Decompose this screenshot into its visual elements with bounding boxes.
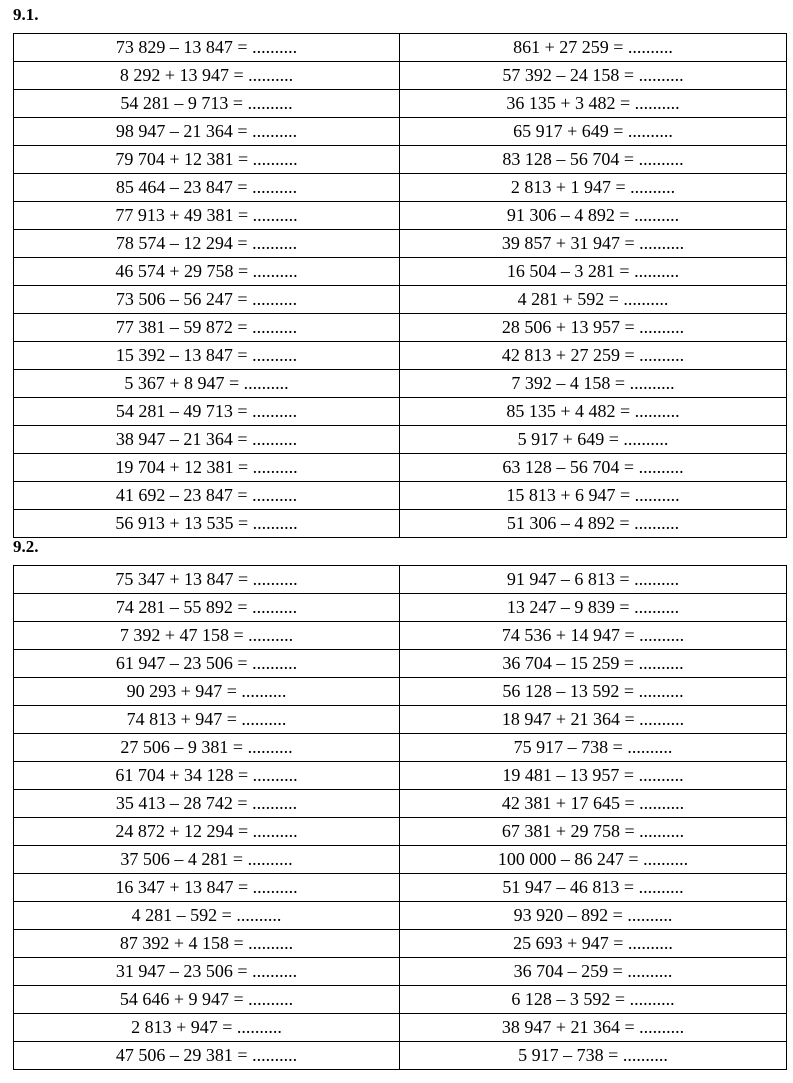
exercise-cell: 36 704 – 259 = .......... [400, 958, 787, 986]
exercise-cell: 91 947 – 6 813 = .......... [400, 566, 787, 594]
exercise-cell: 8 292 + 13 947 = .......... [14, 62, 400, 90]
table-row [14, 454, 787, 482]
table-row [14, 902, 787, 930]
table-row [14, 34, 787, 62]
exercise-cell: 63 128 – 56 704 = .......... [400, 454, 787, 482]
exercise-cell: 74 813 + 947 = .......... [14, 706, 400, 734]
exercise-cell: 42 381 + 17 645 = .......... [400, 790, 787, 818]
exercise-cell: 15 392 – 13 847 = .......... [14, 342, 400, 370]
exercise-cell: 5 367 + 8 947 = .......... [14, 370, 400, 398]
exercise-cell: 77 913 + 49 381 = .......... [14, 202, 400, 230]
exercise-cell: 100 000 – 86 247 = .......... [400, 846, 787, 874]
exercise-cell: 77 381 – 59 872 = .......... [14, 314, 400, 342]
table-row [14, 706, 787, 734]
exercise-cell: 7 392 – 4 158 = .......... [400, 370, 787, 398]
table-row [14, 790, 787, 818]
exercise-cell: 2 813 + 1 947 = .......... [400, 174, 787, 202]
exercise-cell: 74 536 + 14 947 = .......... [400, 622, 787, 650]
table-row [14, 734, 787, 762]
exercise-cell: 93 920 – 892 = .......... [400, 902, 787, 930]
table-row [14, 146, 787, 174]
table-row [14, 286, 787, 314]
table-row [14, 482, 787, 510]
exercise-cell: 25 693 + 947 = .......... [400, 930, 787, 958]
section-title-9-1: 9.1. [13, 5, 39, 24]
exercise-cell: 85 464 – 23 847 = .......... [14, 174, 400, 202]
table-row [14, 1042, 787, 1070]
exercise-cell: 51 947 – 46 813 = .......... [400, 874, 787, 902]
table-row [14, 258, 787, 286]
exercise-cell: 27 506 – 9 381 = .......... [14, 734, 400, 762]
exercise-table-9-2 [13, 565, 787, 1070]
exercise-cell: 4 281 – 592 = .......... [14, 902, 400, 930]
table-row [14, 874, 787, 902]
table-row [14, 314, 787, 342]
exercise-cell: 39 857 + 31 947 = .......... [400, 230, 787, 258]
exercise-cell: 31 947 – 23 506 = .......... [14, 958, 400, 986]
table-row [14, 90, 787, 118]
exercise-cell: 5 917 – 738 = .......... [400, 1042, 787, 1070]
table-row [14, 62, 787, 90]
exercise-cell: 24 872 + 12 294 = .......... [14, 818, 400, 846]
exercise-cell: 73 506 – 56 247 = .......... [14, 286, 400, 314]
table-row [14, 510, 787, 538]
table-row [14, 762, 787, 790]
table-row [14, 426, 787, 454]
exercise-cell: 79 704 + 12 381 = .......... [14, 146, 400, 174]
exercise-cell: 5 917 + 649 = .......... [400, 426, 787, 454]
exercise-cell: 7 392 + 47 158 = .......... [14, 622, 400, 650]
exercise-cell: 51 306 – 4 892 = .......... [400, 510, 787, 538]
exercise-cell: 6 128 – 3 592 = .......... [400, 986, 787, 1014]
exercise-cell: 41 692 – 23 847 = .......... [14, 482, 400, 510]
exercise-cell: 36 135 + 3 482 = .......... [400, 90, 787, 118]
exercise-cell: 54 281 – 49 713 = .......... [14, 398, 400, 426]
exercise-cell: 65 917 + 649 = .......... [400, 118, 787, 146]
exercise-cell: 13 247 – 9 839 = .......... [400, 594, 787, 622]
exercise-cell: 78 574 – 12 294 = .......... [14, 230, 400, 258]
exercise-cell: 36 704 – 15 259 = .......... [400, 650, 787, 678]
table-row [14, 650, 787, 678]
table-row [14, 622, 787, 650]
table-row [14, 846, 787, 874]
exercise-cell: 56 128 – 13 592 = .......... [400, 678, 787, 706]
exercise-cell: 98 947 – 21 364 = .......... [14, 118, 400, 146]
table-row [14, 678, 787, 706]
exercise-cell: 46 574 + 29 758 = .......... [14, 258, 400, 286]
table-row [14, 230, 787, 258]
table-row [14, 566, 787, 594]
exercise-cell: 4 281 + 592 = .......... [400, 286, 787, 314]
exercise-cell: 91 306 – 4 892 = .......... [400, 202, 787, 230]
exercise-cell: 85 135 + 4 482 = .......... [400, 398, 787, 426]
table-row [14, 370, 787, 398]
table-row [14, 174, 787, 202]
exercise-cell: 16 347 + 13 847 = .......... [14, 874, 400, 902]
exercise-cell: 28 506 + 13 957 = .......... [400, 314, 787, 342]
exercise-cell: 54 646 + 9 947 = .......... [14, 986, 400, 1014]
exercise-cell: 75 347 + 13 847 = .......... [14, 566, 400, 594]
section-title-9-2: 9.2. [13, 537, 39, 556]
exercise-cell: 19 704 + 12 381 = .......... [14, 454, 400, 482]
exercise-table-9-1 [13, 33, 787, 538]
exercise-cell: 35 413 – 28 742 = .......... [14, 790, 400, 818]
exercise-cell: 83 128 – 56 704 = .......... [400, 146, 787, 174]
table-row [14, 818, 787, 846]
exercise-cell: 67 381 + 29 758 = .......... [400, 818, 787, 846]
exercise-cell: 47 506 – 29 381 = .......... [14, 1042, 400, 1070]
exercise-cell: 38 947 – 21 364 = .......... [14, 426, 400, 454]
exercise-cell: 38 947 + 21 364 = .......... [400, 1014, 787, 1042]
exercise-cell: 861 + 27 259 = .......... [400, 34, 787, 62]
table-row [14, 594, 787, 622]
exercise-cell: 2 813 + 947 = .......... [14, 1014, 400, 1042]
exercise-cell: 54 281 – 9 713 = .......... [14, 90, 400, 118]
table-row [14, 118, 787, 146]
exercise-cell: 73 829 – 13 847 = .......... [14, 34, 400, 62]
exercise-cell: 42 813 + 27 259 = .......... [400, 342, 787, 370]
table-row [14, 930, 787, 958]
exercise-cell: 87 392 + 4 158 = .......... [14, 930, 400, 958]
exercise-cell: 18 947 + 21 364 = .......... [400, 706, 787, 734]
exercise-cell: 37 506 – 4 281 = .......... [14, 846, 400, 874]
exercise-cell: 16 504 – 3 281 = .......... [400, 258, 787, 286]
exercise-cell: 61 704 + 34 128 = .......... [14, 762, 400, 790]
table-row [14, 986, 787, 1014]
exercise-cell: 75 917 – 738 = .......... [400, 734, 787, 762]
exercise-cell: 74 281 – 55 892 = .......... [14, 594, 400, 622]
exercise-cell: 15 813 + 6 947 = .......... [400, 482, 787, 510]
exercise-cell: 19 481 – 13 957 = .......... [400, 762, 787, 790]
exercise-cell: 57 392 – 24 158 = .......... [400, 62, 787, 90]
table-row [14, 398, 787, 426]
exercise-cell: 56 913 + 13 535 = .......... [14, 510, 400, 538]
exercise-cell: 61 947 – 23 506 = .......... [14, 650, 400, 678]
table-row [14, 202, 787, 230]
exercise-cell: 90 293 + 947 = .......... [14, 678, 400, 706]
table-row [14, 958, 787, 986]
table-row [14, 1014, 787, 1042]
table-row [14, 342, 787, 370]
